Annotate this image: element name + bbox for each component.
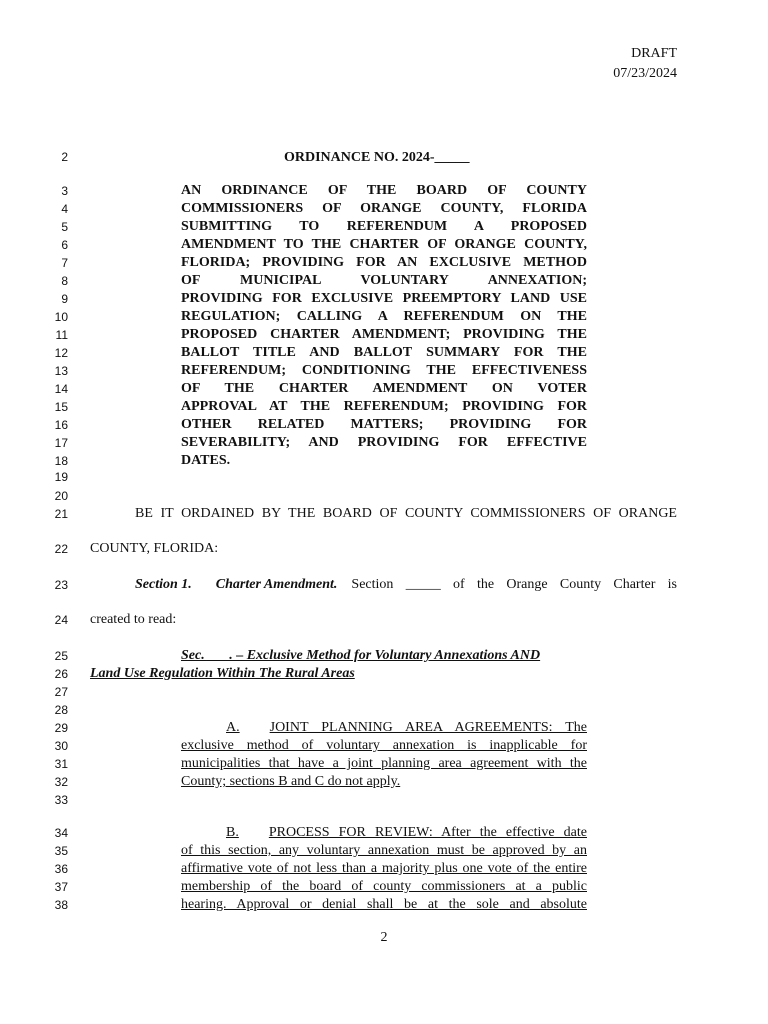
subsection-b-first-line	[181, 825, 587, 841]
line-number: 26	[54, 667, 68, 681]
subsection-b-heading: PROCESS FOR REVIEW: After the effective date	[268, 825, 587, 840]
section-1-heading: Charter Amendment.	[215, 577, 338, 592]
summary-line: REFERENDUM; CONDITIONING THE EFFECTIVENESS	[181, 363, 587, 378]
subsection-b-line: hearing. Approval or denial shall be at the sole and absolute	[181, 897, 587, 912]
line-number: 32	[54, 775, 68, 789]
summary-line: OF THE CHARTER AMENDMENT ON VOTER	[181, 381, 587, 396]
line-number: 35	[54, 844, 68, 858]
subsection-b-marker: B.	[226, 825, 239, 840]
line-number: 4	[61, 202, 68, 216]
line-number: 38	[54, 898, 68, 912]
line-number: 2	[61, 150, 68, 164]
section-1-line	[135, 577, 677, 593]
line-number: 3	[61, 184, 68, 198]
summary-line: PROPOSED CHARTER AMENDMENT; PROVIDING THE	[181, 327, 587, 342]
subsection-a-line: County; sections B and C do not apply.	[181, 774, 401, 789]
subsection-a-marker: A.	[226, 720, 240, 735]
summary-line: OF MUNICIPAL VOLUNTARY ANNEXATION;	[181, 273, 587, 288]
enacting-clause-line1: BE IT ORDAINED BY THE BOARD OF COUNTY COMMISSIONERS OF ORANGE	[135, 506, 677, 521]
line-number: 33	[54, 793, 68, 807]
line-number: 18	[54, 454, 68, 468]
line-number: 6	[61, 238, 68, 252]
line-number: 7	[61, 256, 68, 270]
line-number: 11	[55, 328, 68, 342]
line-number: 29	[54, 721, 68, 735]
ordinance-title: ORDINANCE NO. 2024-_____	[284, 150, 470, 165]
enacting-clause-line2: COUNTY, FLORIDA:	[90, 541, 219, 556]
line-number: 30	[54, 739, 68, 753]
summary-line: DATES.	[181, 453, 231, 468]
line-number: 14	[54, 382, 68, 396]
line-number: 34	[54, 826, 68, 840]
section-1-continuation: created to read:	[90, 612, 177, 627]
summary-line: COMMISSIONERS OF ORANGE COUNTY, FLORIDA	[181, 201, 587, 216]
line-number: 13	[54, 364, 68, 378]
summary-line: REGULATION; CALLING A REFERENDUM ON THE	[181, 309, 587, 324]
line-number: 15	[54, 400, 68, 414]
line-number: 27	[54, 685, 68, 699]
line-number: 31	[54, 757, 68, 771]
line-number: 20	[54, 489, 68, 503]
summary-line: SEVERABILITY; AND PROVIDING FOR EFFECTIVE	[181, 435, 587, 450]
summary-line: FLORIDA; PROVIDING FOR AN EXCLUSIVE METHOD	[181, 255, 587, 270]
summary-line: SUBMITTING TO REFERENDUM A PROPOSED	[181, 219, 587, 234]
summary-line: OTHER RELATED MATTERS; PROVIDING FOR	[181, 417, 587, 432]
summary-line: AN ORDINANCE OF THE BOARD OF COUNTY	[181, 183, 587, 198]
line-number: 12	[54, 346, 68, 360]
line-number: 19	[54, 470, 68, 484]
sec-heading-line1: Sec. . – Exclusive Method for Voluntary Annexations AND	[181, 648, 541, 663]
subsection-a-heading: JOINT PLANNING AREA AGREEMENTS: The	[269, 720, 587, 735]
line-number: 25	[54, 649, 68, 663]
line-number: 21	[54, 507, 68, 521]
line-number: 24	[54, 613, 68, 627]
subsection-a-first-line	[181, 720, 587, 736]
line-number: 28	[54, 703, 68, 717]
line-number: 23	[54, 578, 68, 592]
section-1-label: Section 1.	[135, 577, 192, 592]
subsection-b-line: affirmative vote of not less than a majority plus one vote of the entire	[181, 861, 587, 876]
summary-line: PROVIDING FOR EXCLUSIVE PREEMPTORY LAND USE	[181, 291, 587, 306]
page-number: 2	[380, 930, 388, 945]
line-number: 8	[61, 274, 68, 288]
summary-line: AMENDMENT TO THE CHARTER OF ORANGE COUNTY,	[181, 237, 587, 252]
section-1-text: Section _____ of the Orange County Charter is	[351, 577, 677, 592]
line-number: 5	[61, 220, 68, 234]
line-number: 22	[54, 542, 68, 556]
line-number: 16	[54, 418, 68, 432]
line-number: 10	[54, 310, 68, 324]
line-number: 17	[54, 436, 68, 450]
subsection-b-line: of this section, any voluntary annexation must be approved by an	[181, 843, 587, 858]
summary-line: APPROVAL AT THE REFERENDUM; PROVIDING FOR	[181, 399, 587, 414]
line-number: 37	[54, 880, 68, 894]
line-number: 36	[54, 862, 68, 876]
line-number: 9	[61, 292, 68, 306]
draft-label: DRAFT	[631, 46, 677, 61]
draft-date: 07/23/2024	[613, 66, 677, 81]
subsection-a-line: municipalities that have a joint planning area agreement with the	[181, 756, 587, 771]
summary-line: BALLOT TITLE AND BALLOT SUMMARY FOR THE	[181, 345, 587, 360]
subsection-b-line: membership of the board of county commissioners at a public	[181, 879, 587, 894]
sec-heading-line2: Land Use Regulation Within The Rural Areas	[90, 666, 355, 681]
subsection-a-line: exclusive method of voluntary annexation is inapplicable for	[181, 738, 587, 753]
